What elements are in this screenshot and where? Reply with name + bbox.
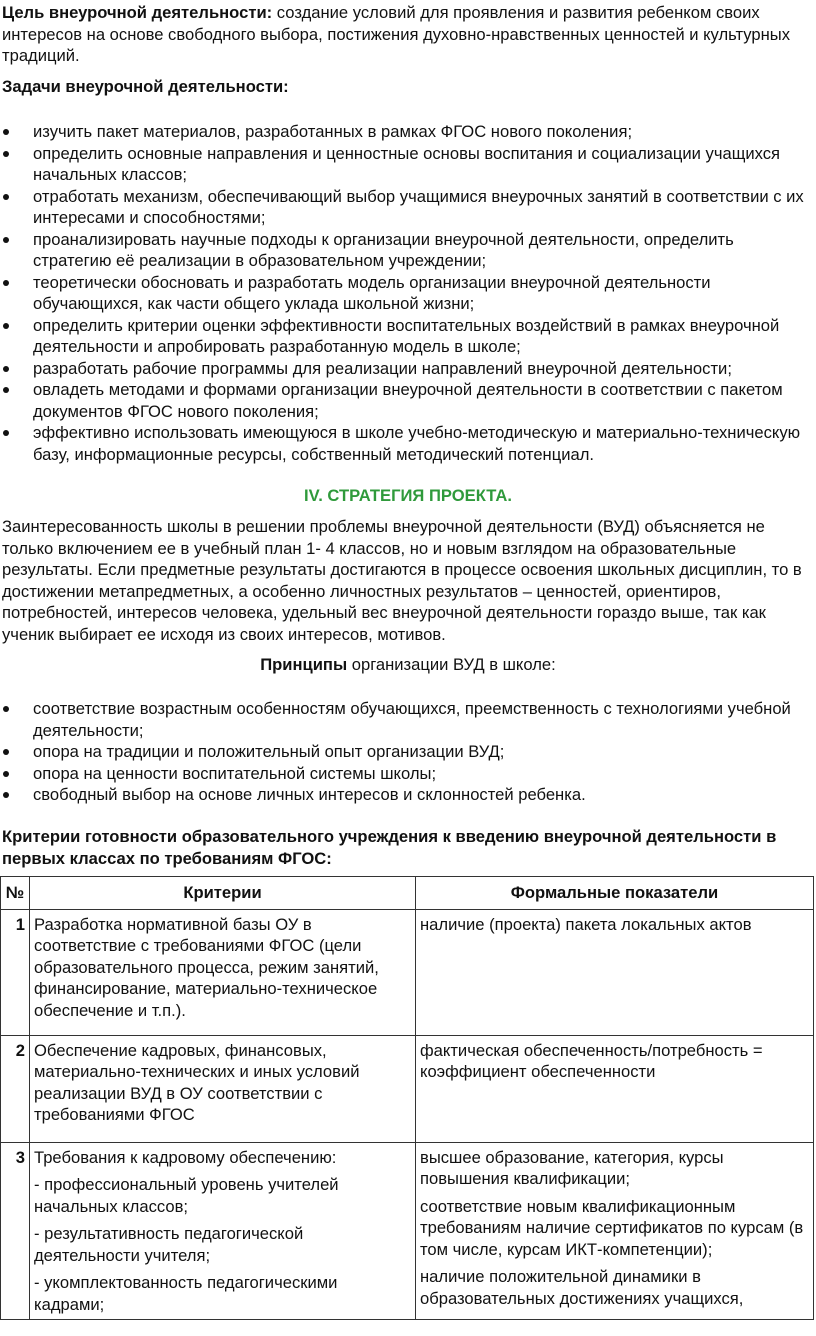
list-item: теоретически обосновать и разработать модель организации внеурочной деятельности обучающихся, как части общего уклада школьной жизни;	[0, 272, 812, 315]
list-item: соответствие возрастным особенностям обучающихся, преемственность с технологиями учебной деятельности;	[0, 698, 812, 741]
list-item: разработать рабочие программы для реализации направлений внеурочной деятельности;	[0, 358, 812, 380]
criteria-cell: Обеспечение кадровых, финансовых, материально-технических и иных условий реализации ВУД в ОУ соответствии с требованиями ФГОС	[30, 1035, 416, 1142]
indicators-cell: наличие (проекта) пакета локальных актов	[416, 909, 814, 1035]
goal-paragraph	[2, 2, 812, 67]
list-item: овладеть методами и формами организации внеурочной деятельности в соответствии с пакетом документов ФГОС нового поколения;	[0, 379, 812, 422]
tasks-list	[0, 121, 812, 465]
criteria-heading: Критерии готовности образовательного учреждения к введению внеурочной деятельности в первых классах по требованиям ФГОС:	[2, 827, 777, 868]
list-item: определить критерии оценки эффективности воспитательных воздействий в рамках внеурочной деятельности и апробировать разработанную модель в школе;	[0, 315, 812, 358]
bullet-icon	[3, 387, 9, 393]
criteria-cell: Разработка нормативной базы ОУ в соответствие с требованиями ФГОС (цели образовательного процесса, режим занятий, финансирование, материально-техническое обеспечение и т.п.).	[30, 909, 416, 1035]
table-row	[1, 909, 814, 1035]
bullet-icon	[3, 323, 9, 329]
bullet-icon	[3, 194, 9, 200]
list-item: отработать механизм, обеспечивающий выбор учащимися внеурочных занятий в соответствии с их интересами и способностями;	[0, 186, 812, 229]
list-item: свободный выбор на основе личных интересов и склонностей ребенка.	[0, 784, 812, 806]
bullet-icon	[3, 280, 9, 286]
strategy-paragraph: Заинтересованность школы в решении проблемы внеурочной деятельности (ВУД) объясняется не только включением ее в учебный план 1- 4 классов, но и новым взглядом на образовательные результаты. Если предметные результаты достигаются в процессе освоения школьных дисциплин, то в достижении метапредметных, а особенно личностных результатов – ценностей, ориентиров, потребностей, интересов человека, удельный вес внеурочной деятельности гораздо выше, так как ученик выбирает ее исходя из своих интересов, мотивов.	[2, 517, 802, 644]
list-item: опора на традиции и положительный опыт организации ВУД;	[0, 741, 812, 763]
principles-title-bold: Принципы	[260, 655, 348, 674]
criteria-cell: Требования к кадровому обеспечению: - профессиональный уровень учителей начальных классов; - результативность педагогической деятельности учителя; - укомплектованность педагогическими кадрами;	[30, 1142, 416, 1320]
indicators-cell: высшее образование, категория, курсы повышения квалификации; соответствие новым квалификационным требованиям наличие сертификатов по курсам (в том числе, курсам ИКТ-компетенции); наличие положительной динамики в образовательных достижениях учащихся,	[416, 1142, 814, 1320]
bullet-icon	[3, 706, 9, 712]
bullet-icon	[3, 366, 9, 372]
bullet-icon	[3, 749, 9, 755]
table-row	[1, 1142, 814, 1320]
column-header-indicators: Формальные показатели	[416, 877, 814, 910]
tasks-heading: Задачи внеурочной деятельности:	[2, 77, 289, 96]
bullet-icon	[3, 792, 9, 798]
table-header-row	[1, 877, 814, 910]
list-item: опора на ценности воспитательной системы школы;	[0, 763, 812, 785]
row-number: 2	[1, 1035, 30, 1142]
principles-title	[0, 654, 816, 676]
list-item: проанализировать научные подходы к организации внеурочной деятельности, определить стратегию её реализации в образовательном учреждении;	[0, 229, 812, 272]
column-header-number: №	[1, 877, 30, 910]
goal-label: Цель внеурочной деятельности:	[2, 3, 273, 22]
table-row	[1, 1035, 814, 1142]
strategy-heading: IV. СТРАТЕГИЯ ПРОЕКТА.	[304, 486, 512, 505]
column-header-criteria: Критерии	[30, 877, 416, 910]
bullet-icon	[3, 151, 9, 157]
criteria-table	[0, 876, 814, 1320]
list-item: эффективно использовать имеющуюся в школе учебно-методическую и материально-техническую базу, информационные ресурсы, собственный методический потенциал.	[0, 422, 812, 465]
row-number: 3	[1, 1142, 30, 1320]
principles-title-rest: организации ВУД в школе:	[347, 655, 556, 674]
bullet-icon	[3, 129, 9, 135]
bullet-icon	[3, 771, 9, 777]
bullet-icon	[3, 237, 9, 243]
list-item: изучить пакет материалов, разработанных в рамках ФГОС нового поколения;	[0, 121, 812, 143]
row-number: 1	[1, 909, 30, 1035]
principles-list	[0, 698, 812, 806]
goal-text: создание условий для проявления и развития ребенком своих интересов на основе свободного выбора, постижения духовно-нравственных ценностей и культурных традиций.	[2, 3, 791, 65]
indicators-cell: фактическая обеспеченность/потребность = коэффициент обеспеченности	[416, 1035, 814, 1142]
list-item: определить основные направления и ценностные основы воспитания и социализации учащихся начальных классов;	[0, 143, 812, 186]
bullet-icon	[3, 430, 9, 436]
